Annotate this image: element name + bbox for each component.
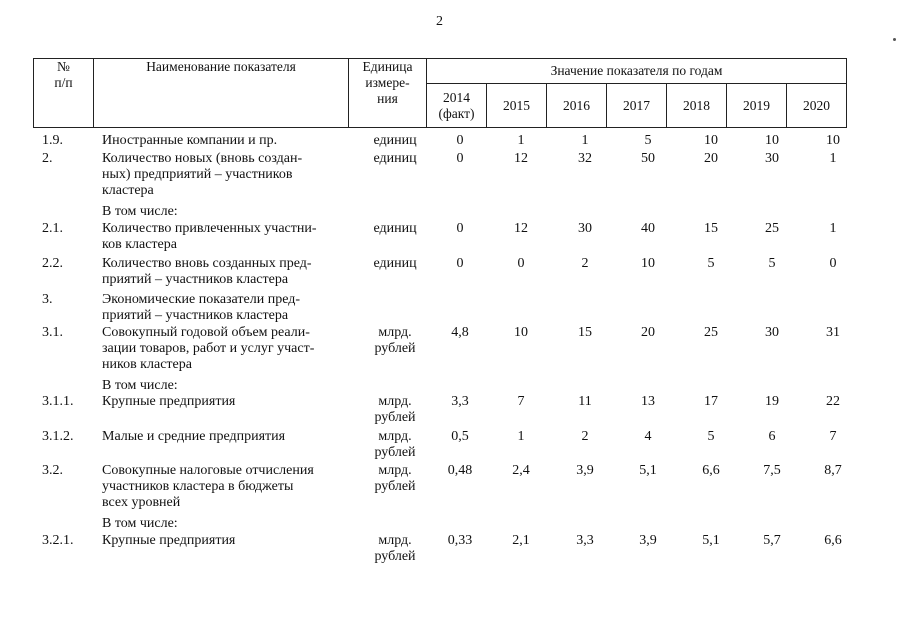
header-name: Наименование показателя	[94, 59, 349, 128]
value-cell: 5	[768, 256, 776, 271]
value-cell: 0	[456, 221, 464, 236]
row-number: 2.2.	[42, 256, 63, 271]
indicator-name: Экономические показатели пред- приятий – участников кластера	[102, 292, 301, 323]
indicator-name: Количество вновь созданных пред- приятий – участников кластера	[102, 256, 312, 287]
value-cell: 4	[644, 429, 652, 444]
value-cell: 20	[704, 151, 718, 166]
value-cell: 30	[765, 325, 779, 340]
value-cell: 0,48	[447, 463, 473, 478]
value-cell: 10	[641, 256, 655, 271]
value-cell: 5	[707, 429, 715, 444]
header-year: 2019	[727, 84, 787, 128]
header-year: 2016	[547, 84, 607, 128]
value-cell: 50	[641, 151, 655, 166]
value-cell: 25	[704, 325, 718, 340]
value-cell: 5,1	[702, 533, 720, 548]
header-num: № п/п	[34, 59, 94, 128]
unit-cell: единиц	[373, 151, 417, 166]
header-year: 2014 (факт)	[427, 84, 487, 128]
unit-cell: млрд. рублей	[374, 463, 416, 494]
value-cell: 7,5	[763, 463, 781, 478]
value-cell: 0,33	[447, 533, 473, 548]
header-values-title: Значение показателя по годам	[427, 59, 847, 84]
indicator-name: Крупные предприятия	[102, 394, 236, 409]
indicator-name: Малые и средние предприятия	[102, 429, 286, 444]
value-cell: 12	[514, 221, 528, 236]
unit-cell: млрд. рублей	[374, 429, 416, 460]
value-cell: 1	[829, 221, 837, 236]
value-cell: 0	[829, 256, 837, 271]
value-cell: 0	[456, 133, 464, 148]
indicator-name: Совокупные налоговые отчисления участников кластера в бюджеты всех уровней	[102, 463, 314, 510]
value-cell: 8,7	[824, 463, 842, 478]
indicator-name: В том числе:	[102, 378, 178, 393]
unit-cell: единиц	[373, 256, 417, 271]
value-cell: 3,3	[451, 394, 469, 409]
value-cell: 2,4	[512, 463, 530, 478]
indicator-name: Крупные предприятия	[102, 533, 236, 548]
unit-cell: единиц	[373, 221, 417, 236]
page-number: 2	[436, 14, 443, 29]
value-cell: 0	[456, 151, 464, 166]
value-cell: 1	[829, 151, 837, 166]
indicator-name: В том числе:	[102, 204, 178, 219]
header-year: 2020	[787, 84, 847, 128]
value-cell: 3,9	[576, 463, 594, 478]
value-cell: 30	[578, 221, 592, 236]
indicator-name: В том числе:	[102, 516, 178, 531]
header-unit: Единица измере- ния	[349, 59, 427, 128]
row-number: 2.	[42, 151, 53, 166]
value-cell: 19	[765, 394, 779, 409]
value-cell: 32	[578, 151, 592, 166]
value-cell: 11	[578, 394, 592, 409]
value-cell: 2	[581, 256, 589, 271]
value-cell: 15	[578, 325, 592, 340]
value-cell: 12	[514, 151, 528, 166]
value-cell: 5	[707, 256, 715, 271]
value-cell: 40	[641, 221, 655, 236]
value-cell: 0	[517, 256, 525, 271]
value-cell: 10	[514, 325, 528, 340]
row-number: 3.2.	[42, 463, 63, 478]
row-number: 3.	[42, 292, 53, 307]
value-cell: 5,7	[763, 533, 781, 548]
value-cell: 10	[826, 133, 840, 148]
value-cell: 13	[641, 394, 655, 409]
row-number: 3.1.2.	[42, 429, 74, 444]
unit-cell: млрд. рублей	[374, 394, 416, 425]
header-year: 2018	[667, 84, 727, 128]
value-cell: 2,1	[512, 533, 530, 548]
unit-cell: млрд. рублей	[374, 325, 416, 356]
header-year: 2017	[607, 84, 667, 128]
value-cell: 10	[765, 133, 779, 148]
unit-cell: единиц	[373, 133, 417, 148]
indicator-name: Иностранные компании и пр.	[102, 133, 278, 148]
value-cell: 1	[517, 429, 525, 444]
value-cell: 6,6	[702, 463, 720, 478]
header-year: 2015	[487, 84, 547, 128]
indicator-name: Совокупный годовой объем реали- зации товаров, работ и услуг участ- ников кластера	[102, 325, 315, 372]
value-cell: 20	[641, 325, 655, 340]
value-cell: 1	[581, 133, 589, 148]
value-cell: 4,8	[451, 325, 469, 340]
row-number: 3.1.	[42, 325, 63, 340]
row-number: 2.1.	[42, 221, 63, 236]
indicator-name: Количество привлеченных участни- ков кластера	[102, 221, 317, 252]
value-cell: 3,9	[639, 533, 657, 548]
value-cell: 10	[704, 133, 718, 148]
value-cell: 1	[517, 133, 525, 148]
unit-cell: млрд. рублей	[374, 533, 416, 564]
value-cell: 30	[765, 151, 779, 166]
row-number: 3.1.1.	[42, 394, 74, 409]
value-cell: 3,3	[576, 533, 594, 548]
row-number: 3.2.1.	[42, 533, 74, 548]
value-cell: 7	[829, 429, 837, 444]
value-cell: 5	[644, 133, 652, 148]
value-cell: 6,6	[824, 533, 842, 548]
value-cell: 22	[826, 394, 840, 409]
value-cell: 2	[581, 429, 589, 444]
value-cell: 15	[704, 221, 718, 236]
value-cell: 5,1	[639, 463, 657, 478]
value-cell: 0	[456, 256, 464, 271]
value-cell: 25	[765, 221, 779, 236]
value-cell: 31	[826, 325, 840, 340]
row-number: 1.9.	[42, 133, 63, 148]
value-cell: 17	[704, 394, 718, 409]
value-cell: 7	[517, 394, 525, 409]
value-cell: 0,5	[451, 429, 469, 444]
value-cell: 6	[768, 429, 776, 444]
indicator-name: Количество новых (вновь создан- ных) предприятий – участников кластера	[102, 151, 303, 198]
